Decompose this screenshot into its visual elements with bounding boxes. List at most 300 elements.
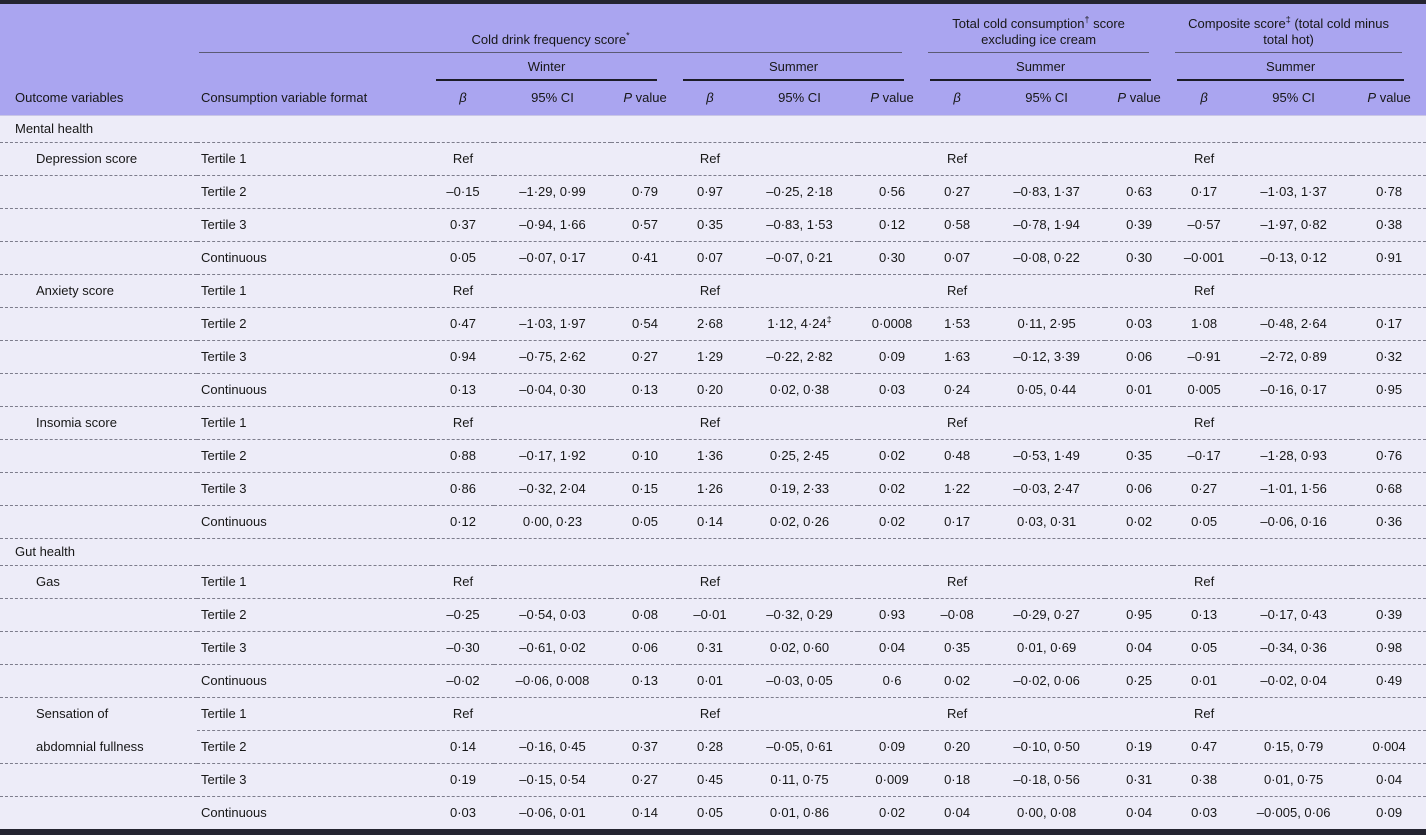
beta-value: 0·97 [679,176,741,209]
p-value: 0·27 [611,341,679,374]
table-row [0,566,1426,599]
ci-value [494,275,611,308]
p-value [858,566,926,599]
group-title-text: Composite score [1188,16,1286,31]
ci-value: –0·25, 2·18 [741,176,858,209]
beta-value: 0·005 [1173,374,1235,407]
p-value: 0·15 [611,473,679,506]
col-header-beta: β [1173,81,1235,116]
ci-value [741,143,858,176]
beta-value: Ref [926,275,988,308]
p-value: 0·06 [611,632,679,665]
ci-value: –0·08, 0·22 [988,242,1105,275]
p-value: 0·009 [858,764,926,797]
col-header-pvalue: P value [1352,81,1426,116]
format-label: Continuous [197,506,432,539]
beta-value: Ref [679,698,741,731]
beta-value: Ref [1173,407,1235,440]
beta-value: –0·17 [1173,440,1235,473]
p-value [1352,275,1426,308]
footnote-marker: ‡ [1285,14,1291,25]
beta-value: Ref [1173,143,1235,176]
ci-value: 0·00, 0·08 [988,797,1105,830]
ci-value: –0·16, 0·17 [1235,374,1352,407]
beta-value: 1·26 [679,473,741,506]
p-value: 0·12 [858,209,926,242]
format-label: Tertile 2 [197,308,432,341]
beta-value: Ref [1173,275,1235,308]
ci-value [741,566,858,599]
p-value: 0·93 [858,599,926,632]
beta-value: Ref [432,275,494,308]
table-row [0,599,1426,632]
group-title-composite: Composite score‡ (total cold minus total hot) [1173,2,1426,53]
outcome-label [0,797,197,830]
format-label: Tertile 3 [197,209,432,242]
p-value: 0·68 [1352,473,1426,506]
p-value [1352,407,1426,440]
ci-value: –0·12, 3·39 [988,341,1105,374]
p-value: 0·004 [1352,731,1426,764]
col-header-beta: β [432,81,494,116]
table-row [0,632,1426,665]
beta-value: 0·18 [926,764,988,797]
beta-value: Ref [432,566,494,599]
p-value [611,407,679,440]
ci-value: –0·03, 2·47 [988,473,1105,506]
format-label: Tertile 3 [197,341,432,374]
table-row [0,665,1426,698]
ci-value [988,407,1105,440]
ci-value [494,407,611,440]
beta-value: 0·48 [926,440,988,473]
beta-value: –0·25 [432,599,494,632]
format-label: Continuous [197,665,432,698]
p-value: 0·54 [611,308,679,341]
outcome-label [0,176,197,209]
beta-value: 0·17 [926,506,988,539]
beta-value: Ref [679,566,741,599]
section-label: Gut health [0,539,1426,566]
table-row [0,506,1426,539]
ci-value: 0·19, 2·33 [741,473,858,506]
beta-value: 0·03 [1173,797,1235,830]
outcome-label [0,764,197,797]
beta-value: 0·27 [1173,473,1235,506]
beta-value: 0·47 [1173,731,1235,764]
season-header-winter: Winter [432,53,679,81]
p-value [858,407,926,440]
ci-value: –0·34, 0·36 [1235,632,1352,665]
ci-value: –0·13, 0·12 [1235,242,1352,275]
section-row [0,116,1426,143]
outcome-label [0,632,197,665]
beta-value: Ref [926,407,988,440]
ci-value: –0·02, 0·04 [1235,665,1352,698]
ci-value [988,143,1105,176]
beta-value: 0·04 [926,797,988,830]
outcome-label: abdomnial fullness [0,731,197,764]
ci-value: –0·78, 1·94 [988,209,1105,242]
beta-value: 1·36 [679,440,741,473]
table-header [0,2,1426,116]
p-value: 0·09 [858,341,926,374]
table-row [0,797,1426,830]
beta-value: Ref [432,407,494,440]
p-value: 0·98 [1352,632,1426,665]
table-row [0,473,1426,506]
ci-value [1235,407,1352,440]
beta-value: 0·13 [1173,599,1235,632]
ci-value: 0·05, 0·44 [988,374,1105,407]
col-header-beta: β [926,81,988,116]
beta-value: 0·38 [1173,764,1235,797]
outcome-label: Gas [0,566,197,599]
beta-value: 2·68 [679,308,741,341]
header-spacer [0,2,197,53]
ci-value [988,698,1105,731]
p-value: 0·02 [858,473,926,506]
p-value: 0·37 [611,731,679,764]
beta-value: –0·08 [926,599,988,632]
ci-value: 1·12, 4·24‡ [741,308,858,341]
group-title-total-cold: Total cold consumption† score excluding ice cream [926,2,1173,53]
beta-value: 0·01 [679,665,741,698]
table-row [0,308,1426,341]
p-value: 0·91 [1352,242,1426,275]
beta-value: 0·28 [679,731,741,764]
p-value: 0·03 [1105,308,1173,341]
beta-value: 0·20 [926,731,988,764]
format-label: Tertile 1 [197,566,432,599]
ci-value: 0·01, 0·69 [988,632,1105,665]
p-value [1105,407,1173,440]
p-value: 0·02 [858,440,926,473]
ci-value: 0·02, 0·60 [741,632,858,665]
ci-value: 0·25, 2·45 [741,440,858,473]
ci-value: –0·22, 2·82 [741,341,858,374]
format-label: Continuous [197,797,432,830]
p-value: 0·35 [1105,440,1173,473]
outcome-label [0,440,197,473]
ci-value: –0·32, 2·04 [494,473,611,506]
beta-value: 0·17 [1173,176,1235,209]
p-value: 0·09 [1352,797,1426,830]
p-value [611,698,679,731]
p-value: 0·25 [1105,665,1173,698]
ci-value: –0·15, 0·54 [494,764,611,797]
beta-value: 1·08 [1173,308,1235,341]
season-header-summer-2: Summer [926,53,1173,81]
beta-value: Ref [679,143,741,176]
ci-value: –0·32, 0·29 [741,599,858,632]
p-value: 0·78 [1352,176,1426,209]
format-label: Continuous [197,242,432,275]
ci-value: –0·16, 0·45 [494,731,611,764]
p-value: 0·30 [1105,242,1173,275]
beta-value: 0·12 [432,506,494,539]
beta-value: 0·05 [1173,506,1235,539]
p-value: 0·76 [1352,440,1426,473]
p-value: 0·32 [1352,341,1426,374]
footnote-marker: ‡ [826,314,832,325]
beta-value: 0·27 [926,176,988,209]
outcome-label [0,209,197,242]
beta-value: 0·01 [1173,665,1235,698]
ci-value: 0·03, 0·31 [988,506,1105,539]
ci-value: –1·01, 1·56 [1235,473,1352,506]
format-label: Tertile 1 [197,143,432,176]
p-value [611,143,679,176]
beta-value: 0·24 [926,374,988,407]
ci-value: 0·02, 0·38 [741,374,858,407]
ci-value [1235,275,1352,308]
beta-value: –0·001 [1173,242,1235,275]
section-row [0,539,1426,566]
col-header-ci: 95% CI [1235,81,1352,116]
beta-value: 0·31 [679,632,741,665]
p-value [1105,143,1173,176]
table-row [0,731,1426,764]
p-value [611,566,679,599]
ci-value: 0·15, 0·79 [1235,731,1352,764]
p-value: 0·03 [858,374,926,407]
ci-value: –0·07, 0·17 [494,242,611,275]
ci-value: –0·02, 0·06 [988,665,1105,698]
p-value [1352,566,1426,599]
beta-value: –0·30 [432,632,494,665]
format-label: Tertile 1 [197,275,432,308]
p-value: 0·01 [1105,374,1173,407]
p-value [858,143,926,176]
ci-value: –0·06, 0·008 [494,665,611,698]
col-header-ci: 95% CI [741,81,858,116]
p-value: 0·02 [858,797,926,830]
beta-value: 0·03 [432,797,494,830]
beta-value: –0·57 [1173,209,1235,242]
table-row [0,440,1426,473]
p-value: 0·6 [858,665,926,698]
outcome-label [0,665,197,698]
beta-value: –0·15 [432,176,494,209]
outcome-label [0,308,197,341]
ci-value: –1·03, 1·97 [494,308,611,341]
beta-value: Ref [1173,566,1235,599]
beta-value: 0·35 [926,632,988,665]
ci-value: –0·04, 0·30 [494,374,611,407]
ci-value [741,275,858,308]
ci-value: –0·005, 0·06 [1235,797,1352,830]
p-value [858,275,926,308]
beta-value: 0·14 [679,506,741,539]
beta-value: Ref [926,566,988,599]
p-value: 0·36 [1352,506,1426,539]
p-value: 0·56 [858,176,926,209]
beta-value: 0·94 [432,341,494,374]
group-title-cold-drink [197,2,926,53]
beta-value: 0·35 [679,209,741,242]
beta-value: 0·58 [926,209,988,242]
group-title-text: Cold drink frequency score [471,32,627,47]
ci-value: 0·02, 0·26 [741,506,858,539]
beta-value: 0·07 [926,242,988,275]
outcome-label [0,506,197,539]
table-row [0,242,1426,275]
p-value: 0·30 [858,242,926,275]
outcome-label [0,374,197,407]
p-value: 0·63 [1105,176,1173,209]
p-value [858,698,926,731]
season-header-summer-1: Summer [679,53,926,81]
outcome-label [0,599,197,632]
p-value [1105,566,1173,599]
beta-value: 1·63 [926,341,988,374]
p-value: 0·04 [1105,632,1173,665]
outcome-label: Insomia score [0,407,197,440]
p-value: 0·04 [1352,764,1426,797]
col-header-pvalue: P value [611,81,679,116]
beta-value: 0·05 [1173,632,1235,665]
table-row [0,374,1426,407]
beta-value: 0·88 [432,440,494,473]
ci-value: 0·01, 0·86 [741,797,858,830]
table-row [0,275,1426,308]
ci-value: –1·29, 0·99 [494,176,611,209]
beta-value: 0·45 [679,764,741,797]
ci-value: –0·83, 1·37 [988,176,1105,209]
ci-value: –0·53, 1·49 [988,440,1105,473]
group-title-text: Total cold consumption [952,16,1085,31]
outcome-label: Sensation of [0,698,197,731]
p-value: 0·08 [611,599,679,632]
format-label: Continuous [197,374,432,407]
beta-value: –0·01 [679,599,741,632]
ci-value: –0·17, 0·43 [1235,599,1352,632]
footnote-marker: * [626,30,630,41]
col-header-format: Consumption variable format [197,81,432,116]
table-row [0,407,1426,440]
ci-value: 0·01, 0·75 [1235,764,1352,797]
p-value [1105,275,1173,308]
p-value: 0·49 [1352,665,1426,698]
table-body [0,116,1426,830]
format-label: Tertile 3 [197,632,432,665]
p-value [1352,698,1426,731]
outcome-label: Depression score [0,143,197,176]
ci-value: –0·54, 0·03 [494,599,611,632]
col-header-pvalue: P value [1105,81,1173,116]
table-bottom-rule [0,829,1426,835]
ci-value: 0·00, 0·23 [494,506,611,539]
p-value: 0·39 [1352,599,1426,632]
beta-value: Ref [432,698,494,731]
p-value: 0·04 [858,632,926,665]
p-value: 0·10 [611,440,679,473]
p-value: 0·17 [1352,308,1426,341]
format-label: Tertile 3 [197,473,432,506]
p-value: 0·57 [611,209,679,242]
ci-value: –0·07, 0·21 [741,242,858,275]
ci-value [741,407,858,440]
beta-value: 0·19 [432,764,494,797]
format-label: Tertile 1 [197,407,432,440]
format-label: Tertile 2 [197,176,432,209]
table-row [0,143,1426,176]
ci-value: –2·72, 0·89 [1235,341,1352,374]
ci-value: –0·10, 0·50 [988,731,1105,764]
col-header-ci: 95% CI [988,81,1105,116]
p-value: 0·0008 [858,308,926,341]
beta-value: 0·86 [432,473,494,506]
ci-value [1235,566,1352,599]
ci-value: –1·03, 1·37 [1235,176,1352,209]
ci-value: –1·28, 0·93 [1235,440,1352,473]
p-value [1352,143,1426,176]
p-value: 0·06 [1105,473,1173,506]
footnote-marker: † [1084,14,1090,25]
ci-value: –0·29, 0·27 [988,599,1105,632]
table-row [0,698,1426,731]
beta-value: Ref [432,143,494,176]
p-value: 0·02 [858,506,926,539]
outcome-label [0,341,197,374]
p-value: 0·02 [1105,506,1173,539]
format-label: Tertile 2 [197,440,432,473]
ci-value [988,275,1105,308]
beta-value: 0·13 [432,374,494,407]
table-row [0,764,1426,797]
beta-value: 0·05 [679,797,741,830]
header-spacer [0,53,432,81]
outcome-label [0,473,197,506]
col-header-beta: β [679,81,741,116]
col-header-ci: 95% CI [494,81,611,116]
p-value: 0·41 [611,242,679,275]
col-header-pvalue: P value [858,81,926,116]
table-row [0,341,1426,374]
p-value: 0·27 [611,764,679,797]
beta-value: –0·02 [432,665,494,698]
outcome-label: Anxiety score [0,275,197,308]
p-value [611,275,679,308]
ci-value [494,143,611,176]
ci-value: –0·05, 0·61 [741,731,858,764]
col-header-outcome: Outcome variables [0,81,197,116]
p-value: 0·06 [1105,341,1173,374]
p-value: 0·95 [1352,374,1426,407]
format-label: Tertile 3 [197,764,432,797]
beta-value: Ref [1173,698,1235,731]
ci-value [988,566,1105,599]
ci-value: –0·75, 2·62 [494,341,611,374]
beta-value: Ref [926,143,988,176]
p-value: 0·38 [1352,209,1426,242]
ci-value [494,566,611,599]
section-label: Mental health [0,116,1426,143]
p-value: 0·31 [1105,764,1173,797]
ci-value: –0·18, 0·56 [988,764,1105,797]
ci-value: –0·03, 0·05 [741,665,858,698]
ci-value: –1·97, 0·82 [1235,209,1352,242]
beta-value: –0·91 [1173,341,1235,374]
format-label: Tertile 2 [197,599,432,632]
p-value: 0·14 [611,797,679,830]
beta-value: 1·29 [679,341,741,374]
p-value: 0·05 [611,506,679,539]
table-row [0,209,1426,242]
format-label: Tertile 2 [197,731,432,764]
ci-value: –0·48, 2·64 [1235,308,1352,341]
